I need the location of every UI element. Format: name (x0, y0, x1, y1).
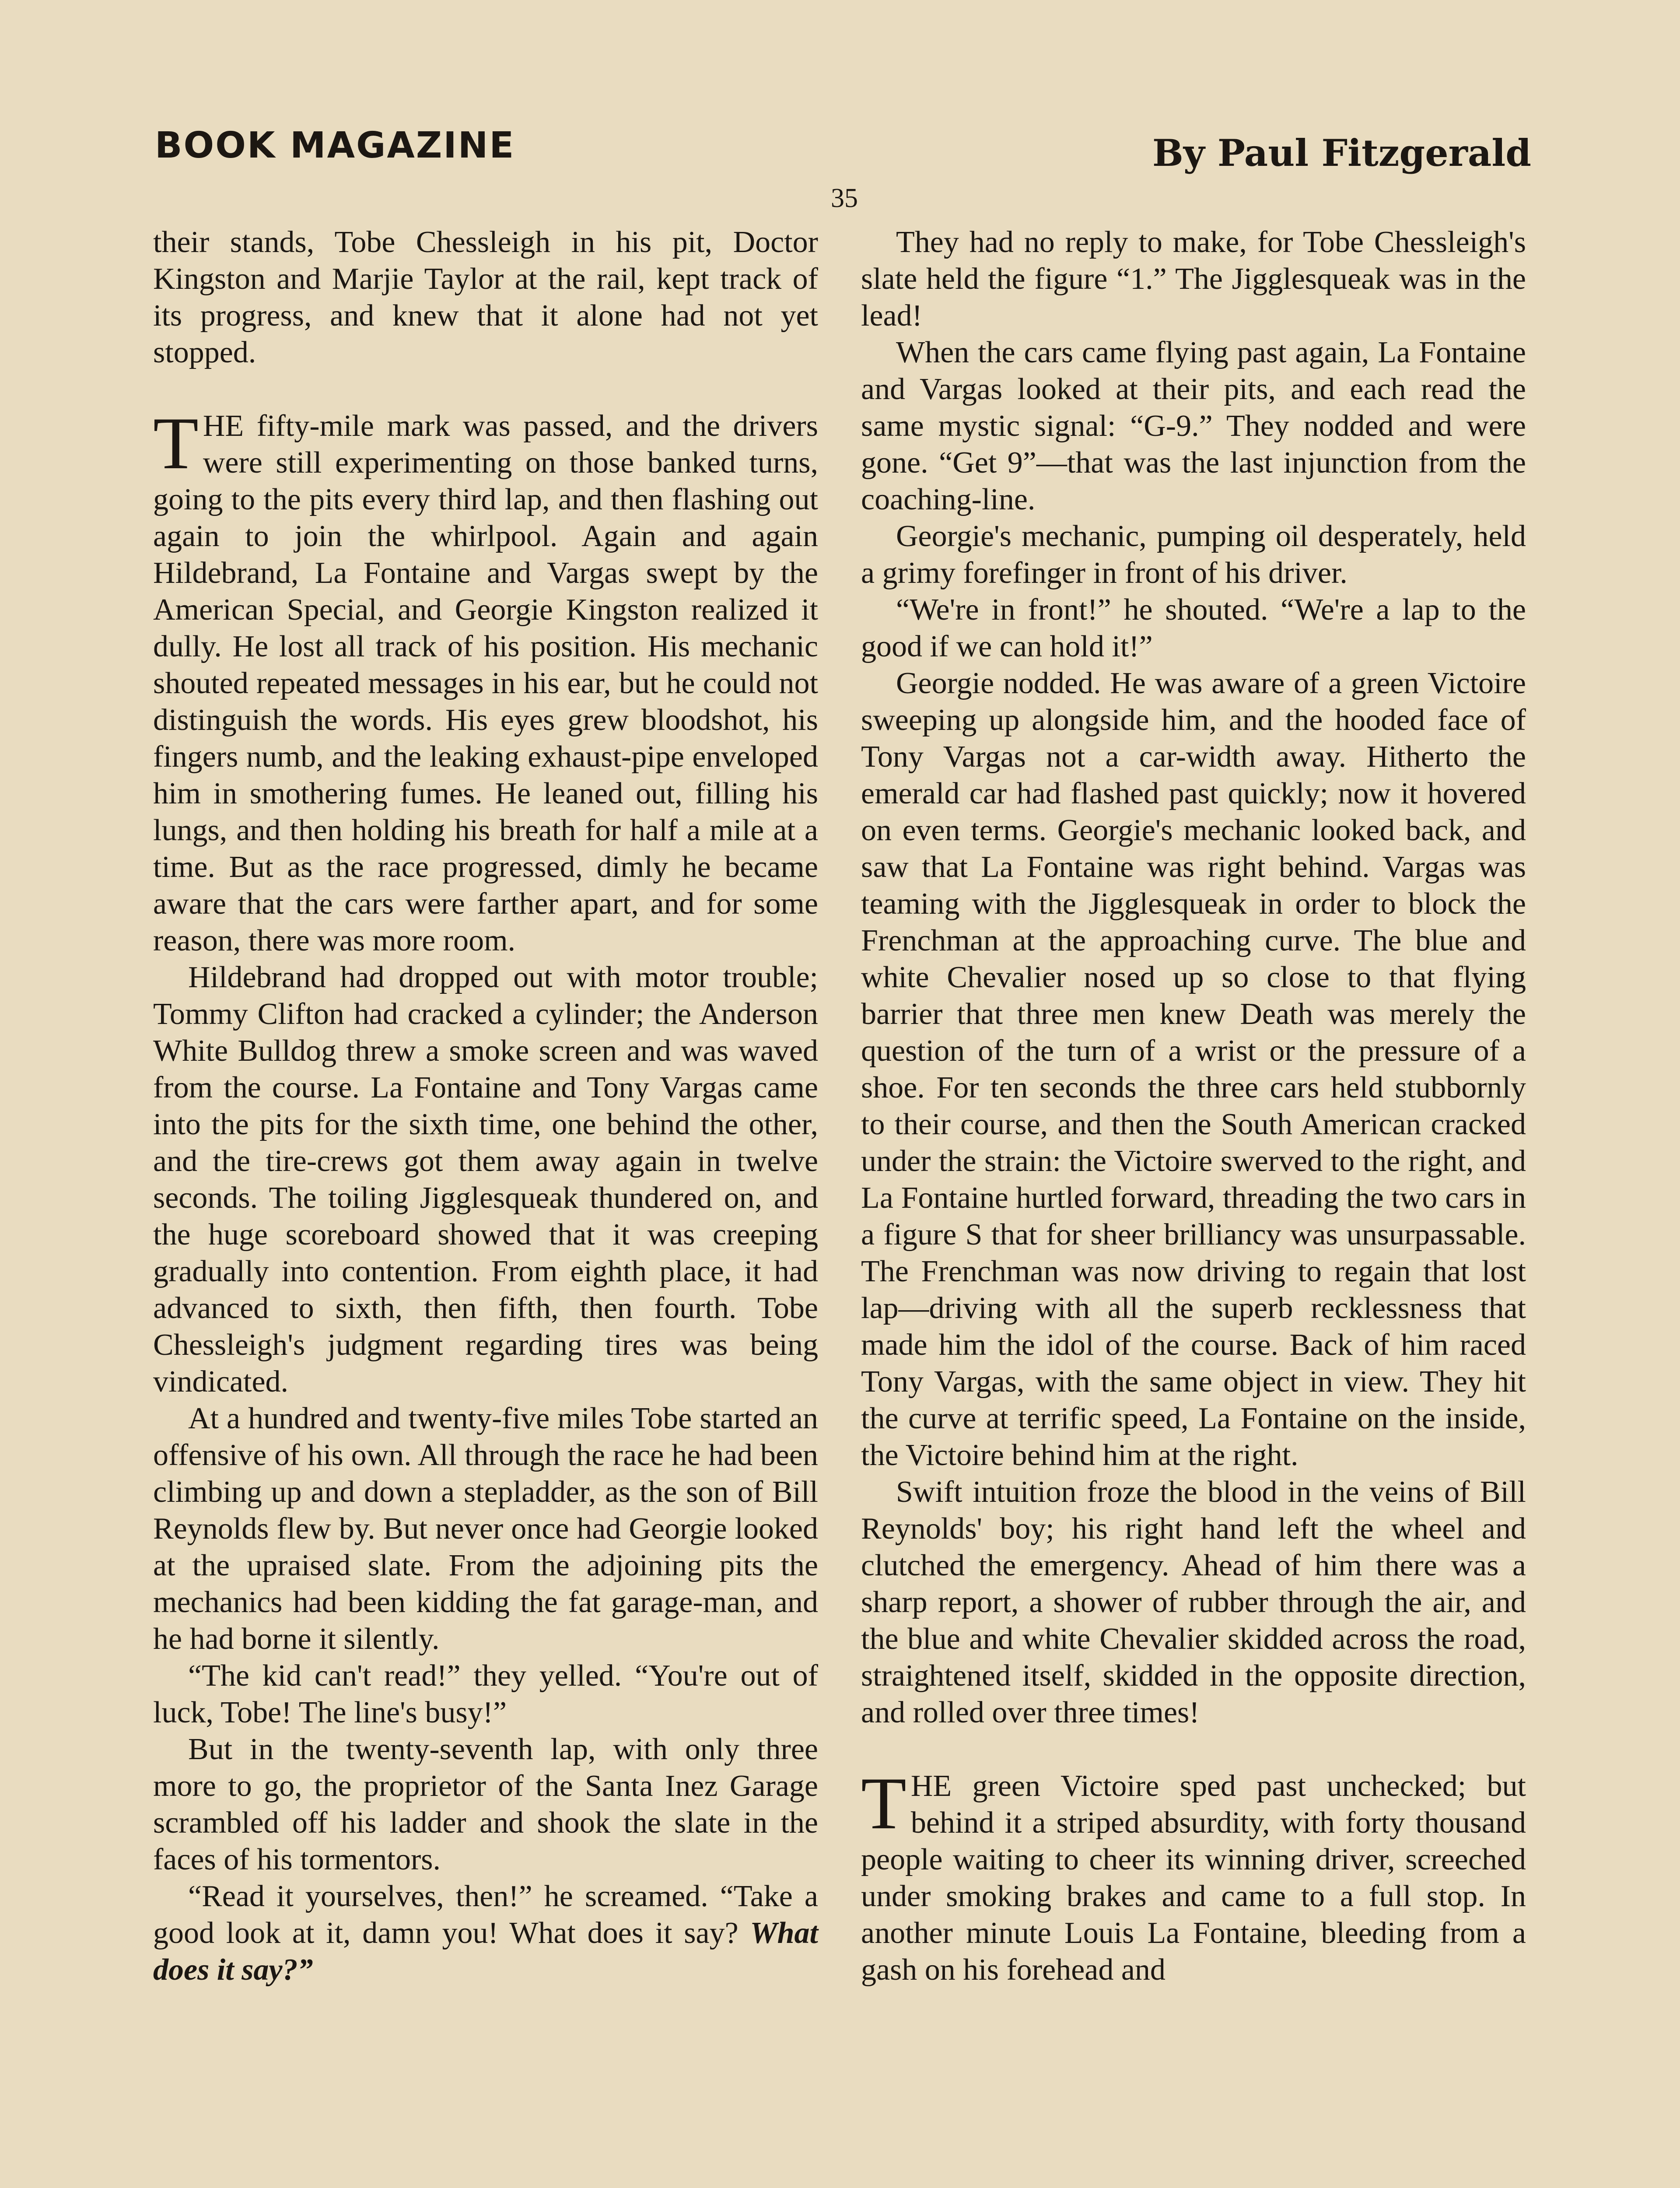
paragraph: Georgie nodded. He was aware of a green Victoire sweeping up alongside him, and the hooded face of Tony Vargas not a car-width away. Hitherto the emerald car had flashed past quickly; now it hovered on even terms. Georgie's mechanic looked back, and saw that La Fontaine was right behind. Vargas was teaming with the Jigglesqueak in order to block the Frenchman at the approaching curve. The blue and white Chevalier nosed up so close to that flying barrier that three men knew Death was merely the question of the turn of a wrist or the pressure of a shoe. For ten seconds the three cars held stubbornly to their course, and then the South American cracked under the strain: the Victoire swerved to the right, and La Fontaine hurtled forward, threading the two cars in a figure S that for sheer brilliancy was unsurpassable. The Frenchman was now driving to regain that lost lap—driving with all the superb recklessness that made him the idol of the course. Back of him raced Tony Vargas, with the same object in view. They hit the curve at terrific speed, La Fontaine on the inside, the Victoire behind him at the right. (861, 666, 1526, 1472)
paragraph-text: HE fifty-mile mark was passed, and the drivers were still experimenting on those banked turns, going to the pits every third lap, and then flashing out again to join the whirlpool. Again and again Hildebrand, La Fontaine and Vargas swept by the American Special, and Georgie Kingston realized it dully. He lost all track of his position. His mechanic shouted repeated messages in his ear, but he could not distinguish the words. His eyes grew bloodshot, his fingers numb, and the leaking exhaust-pipe enveloped him in smothering fumes. He leaned out, filling his lungs, and then holding his breath for half a mile at a time. But as the race progressed, dimly he became aware that the cars were farther apart, and for some reason, there was more room. (153, 409, 818, 957)
right-column (861, 224, 1526, 1988)
page-number: 35 (831, 183, 858, 213)
paragraph: At a hundred and twenty-five miles Tobe started an offensive of his own. All through the race he had been climbing up and down a stepladder, as the son of Bill Reynolds flew by. But never once had Georgie looked at the upraised slate. From the adjoining pits the mechanics had been kidding the fat garage-man, and he had borne it silently. (153, 1402, 818, 1656)
paragraph: “The kid can't read!” they yelled. “You're out of luck, Tobe! The line's busy!” (153, 1659, 818, 1729)
left-column (153, 224, 818, 1988)
paragraph: their stands, Tobe Chessleigh in his pit, Doctor Kingston and Marjie Taylor at the rail, kept track of its progress, and knew that it alone had not yet stopped. (153, 225, 818, 369)
paragraph: But in the twenty-seventh lap, with only three more to go, the proprietor of the Santa Inez Garage scrambled off his ladder and shook the slate in the faces of his tormentors. (153, 1732, 818, 1876)
paragraph: Georgie's mechanic, pumping oil desperately, held a grimy forefinger in front of his driver. (861, 519, 1526, 590)
paragraph: They had no reply to make, for Tobe Chessleigh's slate held the figure “1.” The Jigglesqueak was in the lead! (861, 225, 1526, 333)
paragraph: Hildebrand had dropped out with motor trouble; Tommy Clifton had cracked a cylinder; the Anderson White Bulldog threw a smoke screen and was waved from the course. La Fontaine and Tony Vargas came into the pits for the sixth time, one behind the other, and the tire-crews got them away again in twelve seconds. The toiling Jigglesqueak thundered on, and the huge scoreboard showed that it was creeping gradually into contention. From eighth place, it had advanced to sixth, then fifth, then fourth. Tobe Chessleigh's judgment regarding tires was being vindicated. (153, 961, 818, 1399)
paragraph: Swift intuition froze the blood in the veins of Bill Reynolds' boy; his right hand left the wheel and clutched the emergency. Ahead of him there was a sharp report, a shower of rubber through the air, and the blue and white Chevalier skidded across the road, straightened itself, skidded in the opposite direction, and rolled over three times! (861, 1475, 1526, 1729)
paragraph: “We're in front!” he shouted. “We're a lap to the good if we can hold it!” (861, 593, 1526, 663)
paragraph-dropcap (861, 1762, 1526, 1988)
drop-cap: T (861, 1762, 906, 1844)
paragraph-text: “Read it yourselves, then!” he screamed. “Take a good look at it, damn you! What does it say? (153, 1879, 818, 1950)
emphasis-text: What does it say?” (153, 1916, 818, 1987)
paragraph: When the cars came flying past again, La Fontaine and Vargas looked at their pits, and each read the same mystic signal: “G-9.” They nodded and were gone. “Get 9”—that was the last injunction from the coaching-line. (861, 336, 1526, 516)
magazine-title: BOOK MAGAZINE (155, 125, 515, 166)
paragraph-dropcap (153, 402, 818, 959)
drop-cap: T (153, 402, 199, 484)
paragraph-text: HE green Victoire sped past unchecked; but behind it a striped absurdity, with forty thousand people waiting to cheer its winning driver, screeched under smoking brakes and came to a full stop. In another minute Louis La Fontaine, bleeding from a gash on his forehead and (861, 1769, 1526, 1987)
paragraph (153, 1878, 818, 1988)
author-byline: By Paul Fitzgerald (1152, 131, 1531, 175)
